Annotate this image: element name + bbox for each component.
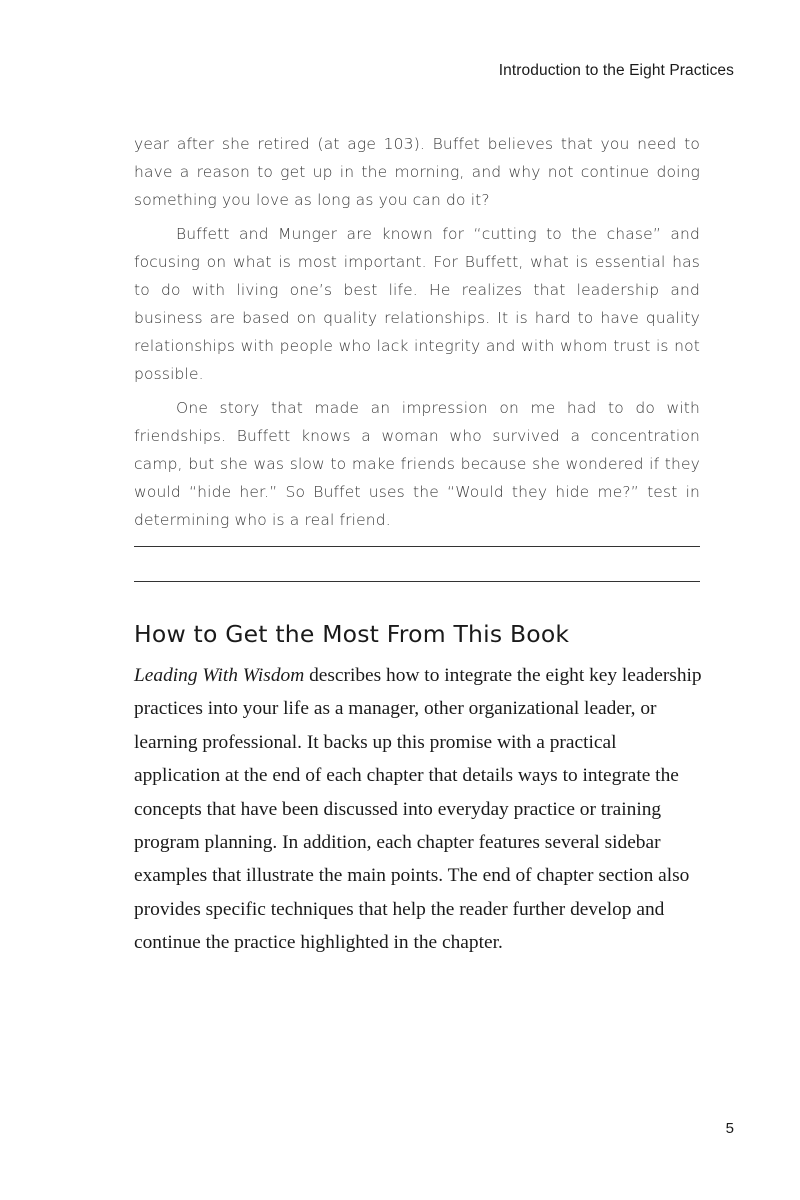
sidebar-paragraph-2: Buffett and Munger are known for “cutting to the chase” and focusing on what is most important. For Buffett, what is essential has to do with living one’s best life. He realizes that leadership and business are based on quality relationships. It is hard to have quality relationships with people who lack integrity and with whom trust is not possible. <box>134 225 700 383</box>
running-header: Introduction to the Eight Practices <box>498 62 734 79</box>
divider-rule-bottom <box>134 581 700 582</box>
section-body <box>134 659 704 960</box>
divider-rule-top <box>134 546 700 547</box>
sidebar-paragraph-3: One story that made an impression on me had to do with friendships. Buffett knows a woman who survived a concentration camp, but she was slow to make friends because she wondered if they would “hide her.” So Buffet uses the “Would they hide me?” test in determining who is a real friend. <box>134 399 700 529</box>
sidebar-paragraph-1: year after she retired (at age 103). Buffet believes that you need to have a reason to get up in the morning, and why not continue doing something you love as long as you can do it? <box>134 135 700 209</box>
book-title: Leading With Wisdom <box>134 665 305 686</box>
section-body-text: describes how to integrate the eight key leadership practices into your life as a manager, other organizational leader, or learning professional. It backs up this promise with a practical application at the end of each chapter that details ways to integrate the concepts that have been discussed into everyday practice or training program planning. In addition, each chapter features several sidebar examples that illustrate the main points. The end of chapter section also provides specific techniques that help the reader further develop and continue the practice highlighted in the chapter. <box>134 665 702 954</box>
sidebar-excerpt <box>134 130 700 540</box>
section-heading: How to Get the Most From This Book <box>134 620 570 648</box>
page-number: 5 <box>725 1120 734 1137</box>
